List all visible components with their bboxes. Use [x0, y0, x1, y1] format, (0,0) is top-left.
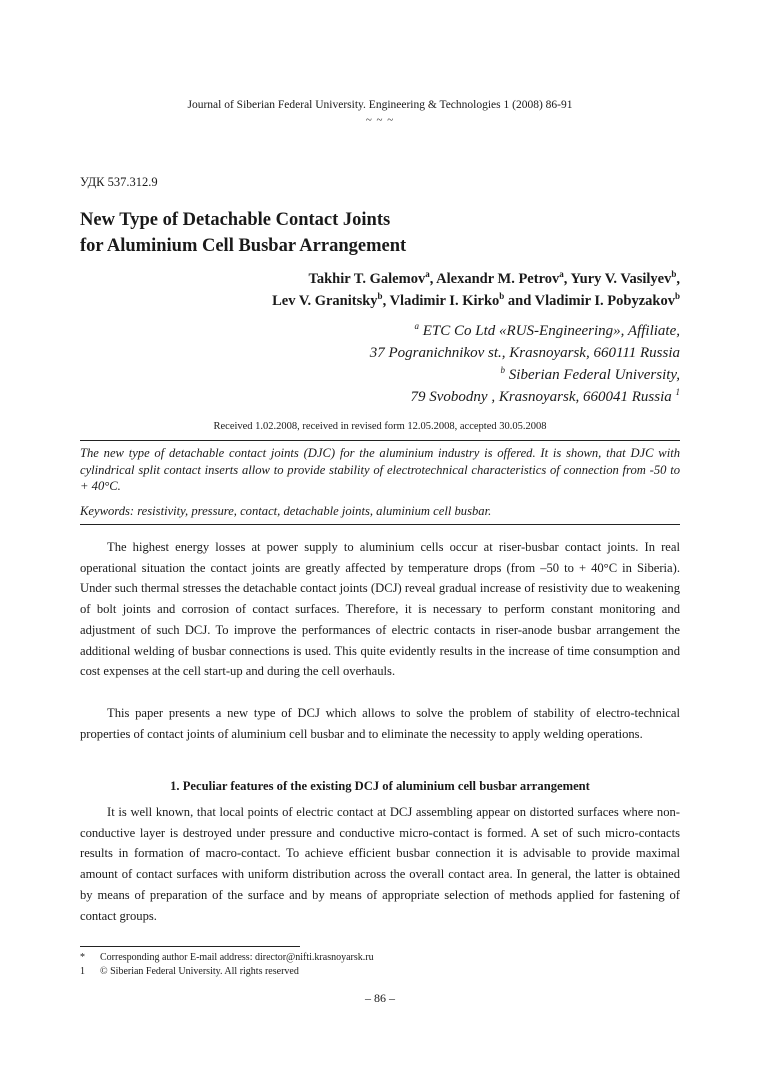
author-name: Vladimir I. Pobyzakov	[534, 293, 675, 309]
author-affil-mark: b	[671, 269, 677, 280]
affiliations	[120, 320, 680, 408]
section-heading: 1. Peculiar features of the existing DCJ of aluminium cell busbar arrangement	[170, 779, 590, 793]
body-paragraph-2	[80, 703, 680, 744]
journal-header: Journal of Siberian Federal University. Engineering & Technologies 1 (2008) 86-91	[187, 99, 573, 111]
paragraph-text: It is well known, that local points of electric contact at DCJ assembling appear on distorted surfaces where non-conductive layer is destroyed under pressure and conductive micro-contact is formed. A set of such micro-contacts results in formation of macro-contact. To achieve efficient busbar connection it is advisable to provide maximal amount of contact surfaces with uniform distribution across the overall contact area. In general, the latter is obtained by means of preparation of the surface and by means of appropriate selection of methods applied for fastening of contact groups.	[80, 805, 680, 923]
paper-title	[80, 207, 680, 259]
affiliation-b-line-2	[120, 386, 680, 408]
author-name: Alexandr M. Petrov	[436, 271, 560, 287]
affil-text: ETC Co Ltd «RUS-Engineering», Affiliate,	[422, 323, 680, 339]
author-line-1	[120, 268, 680, 290]
title-line-2: for Aluminium Cell Busbar Arrangement	[80, 236, 407, 256]
footnote-text: © Siberian Federal University. All rights reserved	[100, 966, 299, 977]
paragraph-text: The highest energy losses at power supply to aluminium cells occur at riser-busbar contact joints. In real operational situation the contact joints are greatly affected by temperature drops (from –50 to + 40°C in Siberia). Under such thermal stresses the detachable contact joints (DCJ) reveal gradual increase of resistivity due to weakening of bolt joints and corrosion of contact surfaces. Therefore, it is necessary to perform constant monitoring and adjustment of such DCJ. To improve the performances of electric contacts in riser-anode busbar arrangement the additional welding of busbar connections is used. This quite evidently results in the increase of time consumption and cost expenses at the cell start-up and during the cell overhauls.	[80, 540, 680, 679]
footnote-2	[80, 966, 299, 977]
abstract: The new type of detachable contact joints (DJC) for the aluminium industry is offered. It is shown, that DJC with cylindrical split contact inserts allow to provide stability of electrotechnical characteristics of connection from -50 to + 40°C.	[80, 446, 680, 493]
author-name: Takhir T. Galemov	[308, 271, 426, 287]
author-affil-mark: b	[499, 291, 505, 302]
footnote-mark: 1	[80, 966, 85, 977]
affil-text: Siberian Federal University,	[508, 367, 680, 383]
title-line-1: New Type of Detachable Contact Joints	[80, 210, 391, 230]
affiliation-b-line-1	[120, 364, 680, 386]
received-dates: Received 1.02.2008, received in revised form 12.05.2008, accepted 30.05.2008	[213, 421, 547, 432]
author-name: Lev V. Granitsky	[272, 293, 378, 309]
author-line-2	[120, 290, 680, 312]
page-number: – 86 –	[365, 991, 395, 1005]
body-paragraph-1	[80, 537, 680, 682]
paragraph-text: This paper presents a new type of DCJ which allows to solve the problem of stability of electro-technical properties of contact joints of aluminium cell busbar and to eliminate the necessity to apply welding operations.	[80, 706, 680, 741]
author-separator: ,	[563, 271, 571, 287]
author-separator: ,	[676, 271, 680, 287]
udk-code: УДК 537.312.9	[80, 175, 158, 189]
abstract-bottom-rule	[80, 524, 680, 525]
footnote-1	[80, 952, 374, 963]
header-separator: ~ ~ ~	[365, 114, 395, 126]
author-name: Yury V. Vasilyev	[570, 271, 672, 287]
author-separator: and	[504, 293, 535, 309]
author-separator: ,	[382, 293, 390, 309]
affiliation-a-line-2: 37 Pogranichnikov st., Krasnoyarsk, 660111 Russia	[369, 345, 680, 361]
affil-text: 79 Svobodny , Krasnoyarsk, 660041 Russia	[410, 389, 672, 405]
author-affil-mark: a	[559, 269, 564, 280]
footnote-rule	[80, 946, 300, 947]
footnote-mark: 1	[675, 387, 680, 397]
author-name: Vladimir I. Kirko	[389, 293, 500, 309]
footnote-mark: *	[80, 952, 85, 963]
footnote-text: Corresponding author E-mail address: director@nifti.krasnoyarsk.ru	[100, 952, 374, 963]
author-affil-mark: b	[674, 291, 680, 302]
keywords: Keywords: resistivity, pressure, contact, detachable joints, aluminium cell busbar.	[80, 504, 492, 518]
affiliation-a-line-1	[120, 320, 680, 342]
affil-mark: a	[414, 321, 420, 331]
abstract-top-rule	[80, 440, 680, 441]
author-list	[120, 268, 680, 312]
author-affil-mark: a	[425, 269, 430, 280]
author-separator: ,	[429, 271, 437, 287]
author-affil-mark: b	[377, 291, 383, 302]
affil-mark: b	[500, 365, 506, 375]
body-paragraph-3	[80, 802, 680, 926]
